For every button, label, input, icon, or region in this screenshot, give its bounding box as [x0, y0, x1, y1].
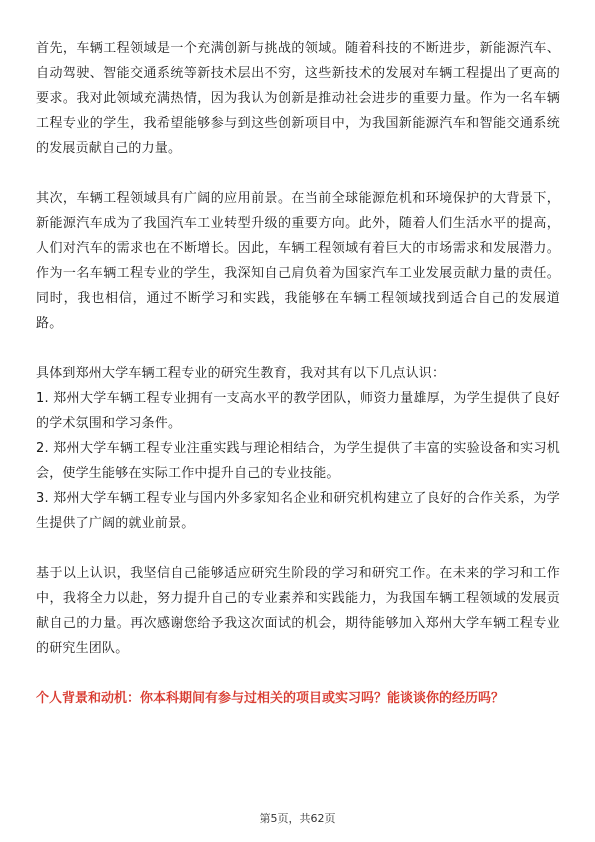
list-item-2: 2. 郑州大学车辆工程专业注重实践与理论相结合，为学生提供了丰富的实验设备和实习机会，使学生能够在实际工作中提升自己的专业技能。 [36, 441, 560, 481]
paragraph-gap [36, 336, 560, 361]
page-footer: 第5页，共62页 [259, 812, 336, 825]
list-item-1: 1. 郑州大学车辆工程专业拥有一支高水平的教学团队，师资力量雄厚，为学生提供了良好的学术氛围和学习条件。 [36, 391, 560, 431]
paragraph-prospects: 其次，车辆工程领域具有广阔的应用前景。在当前全球能源危机和环境保护的大背景下，新能源汽车成为了我国汽车工业转型升级的重要方向。此外，随着人们生活水平的提高，人们对汽车的需求也在不断增长。因此，车辆工程领域有着巨大的市场需求和发展潜力。作为一名车辆工程专业的学生，我深知自己肩负着为国家汽车工业发展贡献力量的责任。同时，我也相信，通过不断学习和实践，我能够在车辆工程领域找到适合自己的发展道路。 [36, 191, 560, 331]
paragraph-innovation: 首先，车辆工程领域是一个充满创新与挑战的领域。随着科技的不断进步，新能源汽车、自动驾驶、智能交通系统等新技术层出不穷，这些新技术的发展对车辆工程提出了更高的要求。我对此领域充满热情，因为我认为创新是推动社会进步的重要力量。作为一名车辆工程专业的学生，我希望能够参与到这些创新项目中，为我国新能源汽车和智能交通系统的发展贡献自己的力量。 [36, 41, 560, 156]
paragraph-conclusion: 基于以上认识，我坚信自己能够适应研究生阶段的学习和研究工作。在未来的学习和工作中，我将全力以赴，努力提升自己的专业素养和实践能力，为我国车辆工程领域的发展贡献自己的力量。再次感谢您给予我这次面试的机会，期待能够加入郑州大学车辆工程专业的研究生团队。 [36, 566, 560, 656]
paragraph-gap [36, 536, 560, 561]
paragraph-gap [36, 161, 560, 186]
document-body [36, 36, 560, 711]
paragraph-understanding-intro: 具体到郑州大学车辆工程专业的研究生教育，我对其有以下几点认识： [36, 366, 446, 381]
list-item-3: 3. 郑州大学车辆工程专业与国内外多家知名企业和研究机构建立了良好的合作关系，为学生提供了广阔的就业前景。 [36, 491, 560, 531]
paragraph-gap [36, 661, 560, 686]
question-heading: 个人背景和动机：你本科期间有参与过相关的项目或实习吗？能谈谈你的经历吗？ [36, 691, 505, 706]
